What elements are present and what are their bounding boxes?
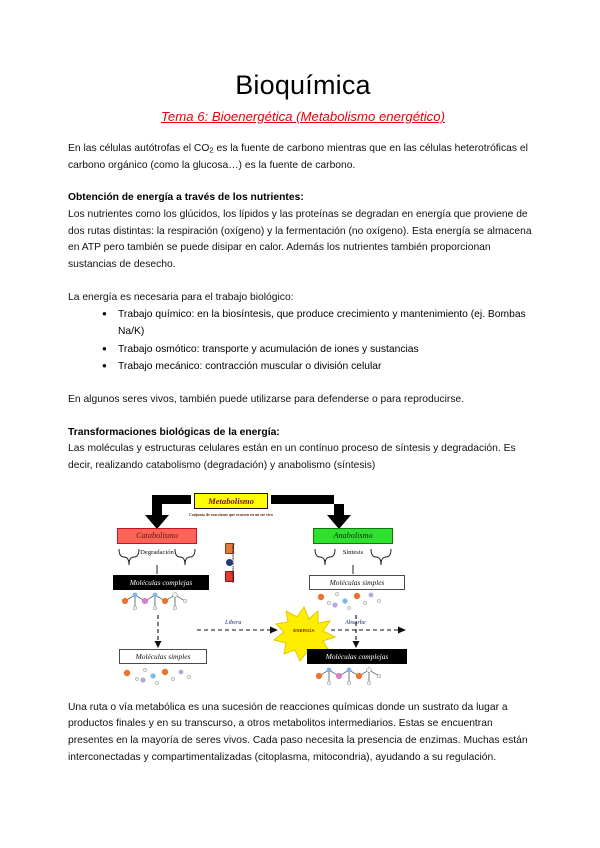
arrow-to-anabolismo <box>271 495 351 529</box>
energy-star-icon <box>281 609 327 655</box>
intro-text-before: En las células autótrofas el CO <box>68 142 210 154</box>
work-intro-paragraph: La energía es necesaria para el trabajo biológico: <box>68 291 294 303</box>
diagram-box-anabolismo: Anabolismo <box>313 528 393 544</box>
molecule-simple-top-right <box>318 592 381 609</box>
after-bullets-paragraph: En algunos seres vivos, también puede utilizarse para defenderse o para reproducirse. <box>68 393 465 405</box>
diagram-box-catabolismo: Catabolismo <box>117 528 197 544</box>
list-item: ● Trabajo químico: en la biosíntesis, que produce crecimiento y mantenimiento (ej. Bombas Na/K) <box>102 307 538 340</box>
closing-paragraph: Una ruta o vía metabólica es una sucesión de reacciones químicas donde un sustrato da lugar a productos finales y en su transcurso, a otros metabolitos intermediarios. Estas se encuentran presentes en la mayoría de seres vivos. Cada paso necesita la presencia de enzimas. Muchas están interconectadas y compartimentalizadas (citoplasma, mitocondria), ayudando a su regulación. <box>68 701 528 763</box>
section-heading-nutrientes: Obtención de energía a través de los nutrientes: <box>68 192 304 204</box>
section-body-transformaciones: Las moléculas y estructuras celulares están en un contínuo proceso de síntesis y degradación. Es decir, realizando catabolismo (degradación) y anabolismo (síntesis) <box>68 443 516 471</box>
diagram-label-absorbe: Absorbe <box>345 618 366 626</box>
diagram-label-degradacion: Degradación <box>140 548 174 556</box>
molecule-simple-bottom-left <box>124 668 191 684</box>
page-title: Bioquímica <box>235 70 371 100</box>
diagram-label-transferencia: Transferencia energética <box>231 542 235 583</box>
diagram-box-moleculas-complejas-bottom: Moléculas complejas <box>307 649 407 664</box>
page-subtitle: Tema 6: Bioenergética (Metabolismo energético) <box>161 109 445 125</box>
molecule-complex-top-left-atoms <box>122 592 187 609</box>
diagram-box-metabolismo: Metabolismo <box>194 493 268 509</box>
diagram-box-moleculas-simples-top: Moléculas simples <box>309 575 405 590</box>
intro-text-after: es la fuente de carbono mientras que en las células heterotróficas el carbono orgánico (como la glucosa…) es la fuente de carbono. <box>68 142 528 171</box>
work-bullet-list <box>68 307 538 376</box>
diagram-metabolismo-caption: Conjunto de reacciones que ocurren en un ser vivo <box>189 512 273 517</box>
diagram-box-moleculas-complejas-top: Moléculas complejas <box>113 575 209 590</box>
diagram-box-moleculas-simples-bottom: Moléculas simples <box>119 649 207 664</box>
metabolism-diagram <box>113 491 493 687</box>
diagram-label-libera: Libera <box>225 618 242 626</box>
section-heading-transformaciones: Transformaciones biológicas de la energía: <box>68 426 280 438</box>
diagram-label-energia: ENERGÍA <box>293 627 315 633</box>
list-item: ● Trabajo mecánico: contracción muscular o división celular <box>102 359 538 376</box>
intro-paragraph <box>68 141 538 174</box>
list-item: ● Trabajo osmótico: transporte y acumulación de iones y sustancias <box>102 342 538 359</box>
molecule-complex-bottom-right-atoms <box>316 667 381 684</box>
co2-subscript: 2 <box>209 145 214 155</box>
section-body-nutrientes: Los nutrientes como los glúcidos, los lípidos y las proteínas se degradan en energía que proviene de dos rutas distintas: la respiración (oxígeno) y la fermentación (no oxígeno). Esta energía se almacena en ATP pero también se puede disipar en calor. Además los nutrientes también proporcionan sustancias de desecho. <box>68 208 532 270</box>
arrow-to-catabolismo <box>145 495 191 529</box>
diagram-label-sintesis: Síntesis <box>342 548 364 556</box>
